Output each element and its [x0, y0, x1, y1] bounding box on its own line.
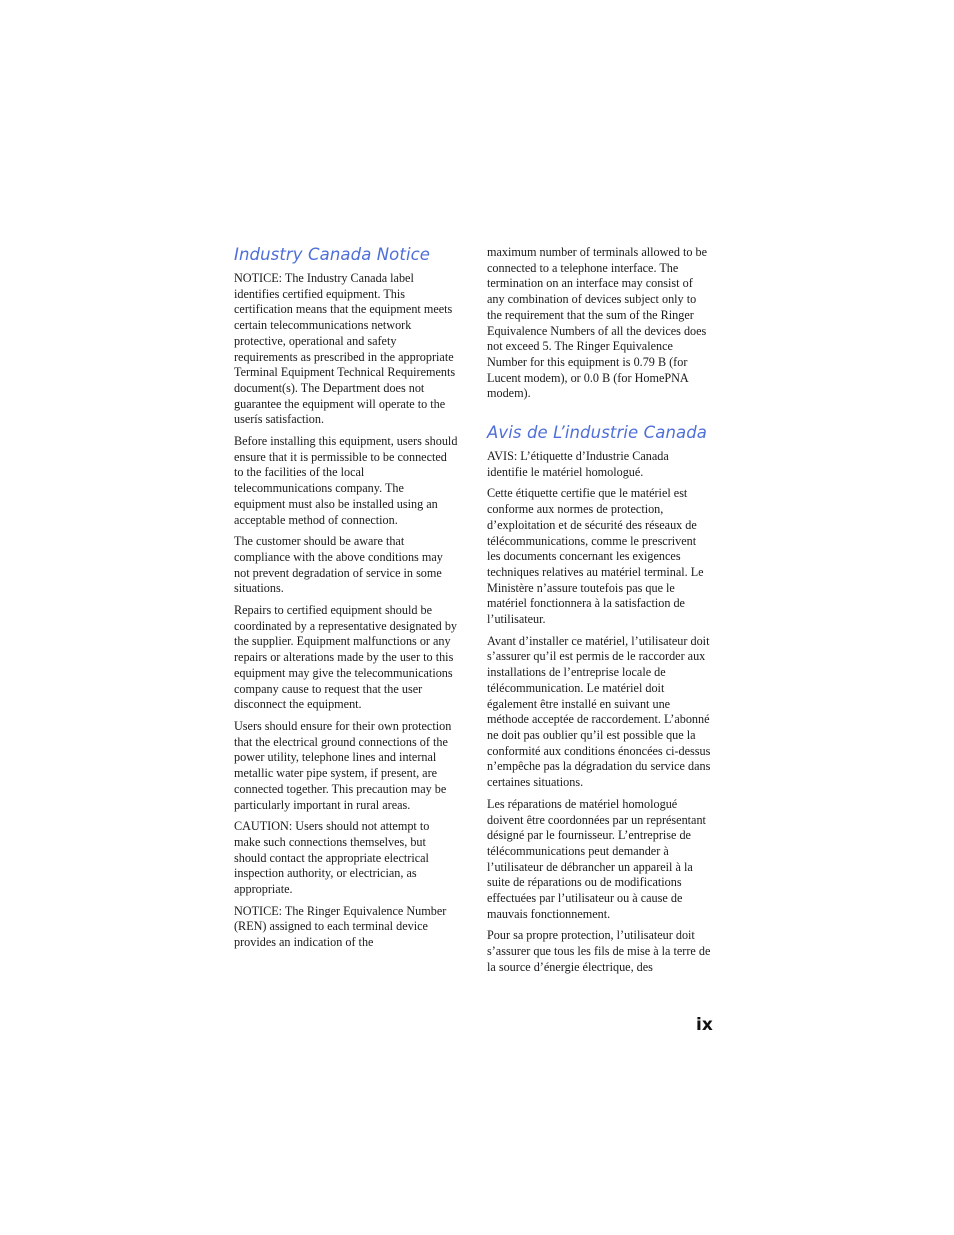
paragraph: Before installing this equipment, users should ensure that it is permissible to be connected to the facilities of the local telecommunications company. The equipment must also be installed using an acceptable method of connection.: [234, 434, 458, 527]
paragraph: CAUTION: Users should not attempt to make such connections themselves, but should contact the appropriate electrical inspection authority, or electrician, as appropriate.: [234, 819, 430, 897]
left-column: [234, 244, 458, 957]
paragraph: Repairs to certified equipment should be coordinated by a representative designated by the supplier. Equipment malfunctions or any repairs or alterations made by the user to this equipment may give the telecommunications company cause to request that the user disconnect the equipment.: [234, 603, 458, 712]
paragraph-continuation: maximum number of terminals allowed to be connected to a telephone interface. The termination on an interface may consist of any combination of devices subject only to the requirement that the sum of the Ringer Equivalence Numbers of all the devices does not exceed 5. The Ringer Equivalence Number for this equipment is 0.79 B (for Lucent modem), or 0.0 B (for HomePNA modem).: [487, 245, 707, 401]
paragraph: Users should ensure for their own protection that the electrical ground connections of the power utility, telephone lines and internal metallic water pipe system, if present, are connected together. This precaution may be particularly important in rural areas.: [234, 718, 452, 812]
section-heading-avis-industrie-canada: Avis de L’industrie Canada: [487, 423, 708, 443]
page-number: ix: [696, 1015, 713, 1035]
paragraph: Pour sa propre protection, l’utilisateur doit s’assurer que tous les fils de mise à la terre de la source d’énergie électrique, des: [487, 928, 711, 974]
paragraph: NOTICE: The Ringer Equivalence Number (REN) assigned to each terminal device provides an indication of the: [234, 903, 447, 950]
right-column: [487, 245, 711, 982]
paragraph: Avant d’installer ce matériel, l’utilisateur doit s’assurer qu’il est permis de le raccorder aux installations de l’entreprise locale de télécommunication. Le matériel doit également être installé en suivant une méthode acceptée de raccordement. L’abonné ne doit pas oublier qu’il est possible que la conformité aux conditions énoncées ci-dessus n’empêche pas la dégradation du service dans certaines situations.: [487, 633, 711, 790]
paragraph: AVIS: L’étiquette d’Industrie Canada identifie le matériel homologué.: [487, 449, 669, 479]
paragraph: The customer should be aware that compliance with the above conditions may not prevent degradation of service in some situations.: [234, 534, 443, 596]
paragraph: Les réparations de matériel homologué doivent être coordonnées par un représentant désigné par le fournisseur. L’entreprise de télécommunications peut demander à l’utilisateur de débrancher un appareil à la suite de réparations ou de modifications effectuées par l’utilisateur ou à cause de mauvais fonctionnement.: [487, 796, 706, 921]
paragraph: Cette étiquette certifie que le matériel est conforme aux normes de protection, d’exploitation et de sécurité des réseaux de télécommunications, comme le prescrivent les documents concernant les exigences techniques relatives au matériel terminal. Le Ministère n’assure toutefois pas que le matériel fonctionnera à la satisfaction de l’utilisateur.: [487, 486, 704, 627]
paragraph: NOTICE: The Industry Canada label identifies certified equipment. This certification means that the equipment meets certain telecommunications network protective, operational and safety requirements as prescribed in the appropriate Terminal Equipment Technical Requirements document(s). The Department does not guarantee the equipment will operate to the userís satisfaction.: [234, 271, 456, 427]
section-heading-industry-canada-notice: Industry Canada Notice: [234, 245, 431, 264]
